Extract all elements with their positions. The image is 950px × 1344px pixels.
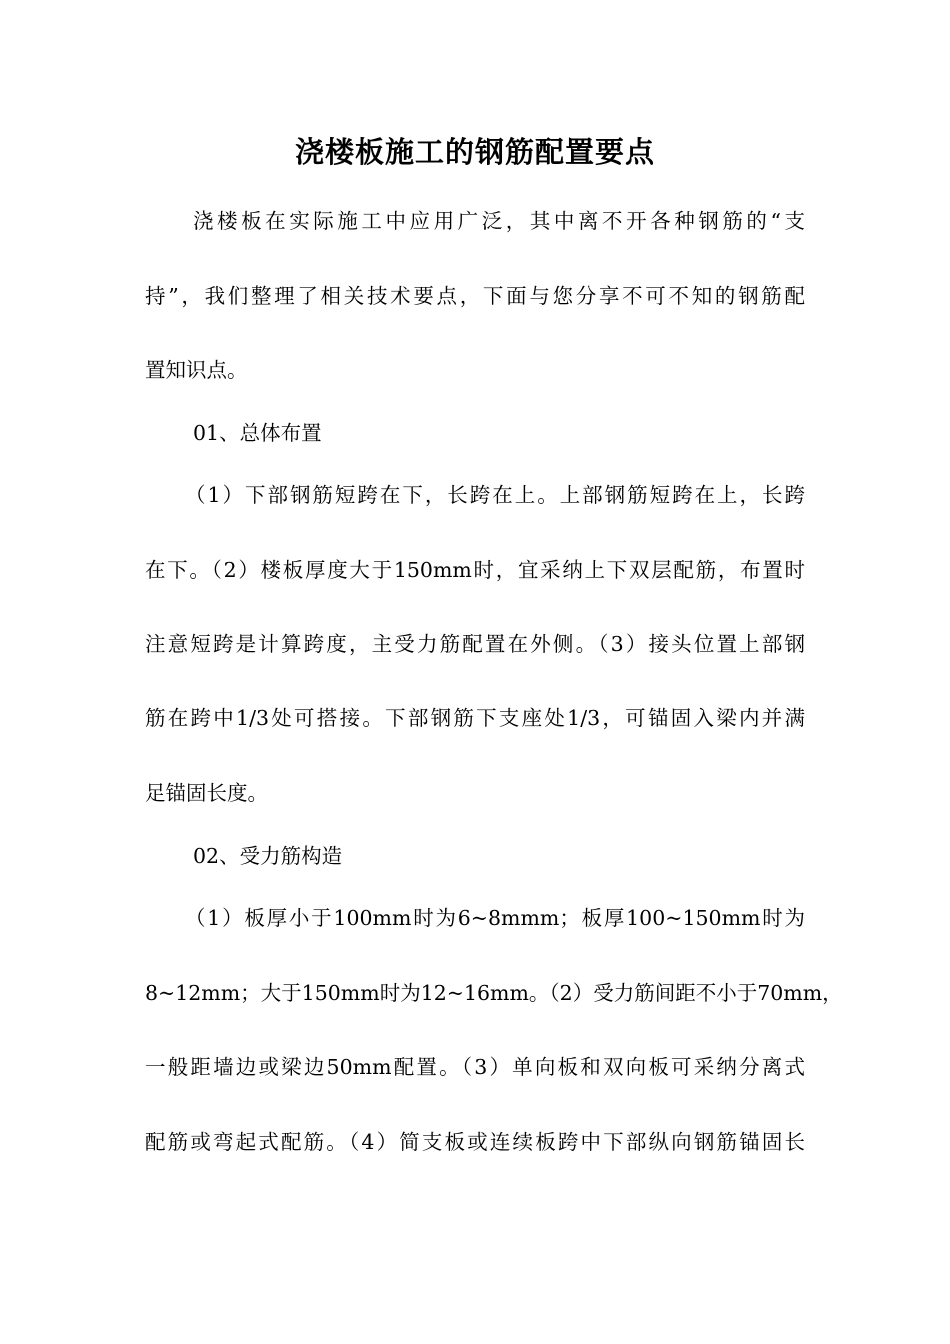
paragraph-line: 一般距墙边或梁边50mm配置。（3）单向板和双向板可采纳分离式 — [145, 1055, 805, 1079]
paragraph-line: 筋在跨中1/3处可搭接。下部钢筋下支座处1/3，可锚固入梁内并满 — [145, 706, 805, 730]
section-heading: 02、受力筋构造 — [193, 844, 343, 868]
paragraph-line: （1）板厚小于100mm时为6~8mmm；板厚100~150mm时为 — [185, 906, 805, 930]
paragraph-line: 置知识点。 — [145, 358, 248, 382]
paragraph-line: 配筋或弯起式配筋。（4）简支板或连续板跨中下部纵向钢筋锚固长 — [145, 1130, 805, 1154]
paragraph-line: 持”，我们整理了相关技术要点，下面与您分享不可不知的钢筋配 — [145, 284, 805, 308]
paragraph-line: （1）下部钢筋短跨在下，长跨在上。上部钢筋短跨在上，长跨 — [185, 483, 805, 507]
paragraph-line: 8~12mm；大于150mm时为12~16mm。（2）受力筋间距不小于70mm， — [145, 981, 843, 1005]
paragraph-line: 注意短跨是计算跨度，主受力筋配置在外侧。（3）接头位置上部钢 — [145, 632, 805, 656]
section-heading: 01、总体布置 — [193, 421, 322, 445]
paragraph-line: 足锚固长度。 — [145, 781, 268, 805]
document-title: 浇楼板施工的钢筋配置要点 — [294, 135, 655, 169]
paragraph-line: 在下。（2）楼板厚度大于150mm时，宜采纳上下双层配筋，布置时 — [145, 558, 805, 582]
paragraph-line: 浇楼板在实际施工中应用广泛，其中离不开各种钢筋的“支 — [193, 209, 805, 233]
